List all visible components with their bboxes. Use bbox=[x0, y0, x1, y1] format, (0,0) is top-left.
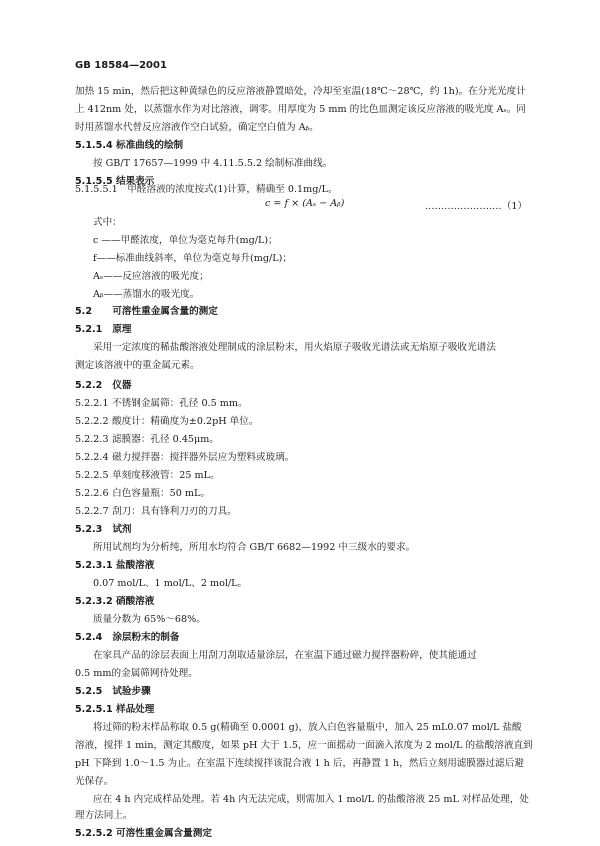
item-text: 不锈钢金属筛：孔径 0.5 mm。 bbox=[112, 398, 248, 409]
section-title: 仪器 bbox=[112, 380, 132, 391]
item-text: 刮刀：具有锋利刀刃的刀具。 bbox=[112, 506, 237, 517]
standard-header: GB 18584—2001 bbox=[75, 60, 167, 71]
item-line bbox=[75, 469, 220, 482]
section-number: 5.1.5.5 bbox=[75, 176, 113, 187]
item-text: 白色容量瓶：50 mL。 bbox=[112, 488, 210, 499]
section-heading bbox=[75, 827, 212, 840]
section-title: 硝酸溶液 bbox=[115, 596, 155, 607]
text-line: 质量分数为 65%～68%。 bbox=[93, 614, 206, 625]
item-number: 5.2.2.1 bbox=[75, 398, 109, 409]
text-line: 式中： bbox=[93, 217, 122, 228]
section-number: 5.2.5 bbox=[75, 686, 103, 697]
text-line: 时用蒸馏水代替反应溶液作空白试验，确定空白值为 Aᵦ。 bbox=[75, 122, 319, 133]
item-number: 5.2.2.3 bbox=[75, 434, 109, 445]
item-line bbox=[75, 433, 219, 446]
item-line bbox=[75, 487, 210, 500]
section-number: 5.2.1 bbox=[75, 324, 103, 335]
section-heading bbox=[75, 631, 180, 644]
section-heading bbox=[75, 139, 183, 152]
section-title: 试剂 bbox=[112, 524, 132, 535]
section-number: 5.2.4 bbox=[75, 632, 103, 643]
section-title: 涂层粉末的制备 bbox=[112, 632, 180, 643]
formula: c = f × (Aₛ − Aᵦ) bbox=[265, 198, 345, 209]
text-line: 加热 15 min，然后把这种黄绿色的反应溶液静置暗处，冷却至室温(18℃～28℃，约 1h)。在分光光度计 bbox=[75, 86, 526, 97]
section-heading bbox=[75, 685, 151, 698]
section-number: 5.2.3.1 bbox=[75, 560, 113, 571]
section-heading bbox=[75, 523, 132, 536]
item-text: 磁力搅拌器：搅拌器外层应为塑料或玻璃。 bbox=[112, 452, 295, 463]
text-line: 上 412nm 处，以蒸馏水作为对比溶液，调零。用厚度为 5 mm 的比色皿测定该反应溶液的吸光度 Aₛ。同 bbox=[75, 104, 526, 115]
section-heading bbox=[75, 379, 132, 392]
item-line bbox=[75, 505, 237, 518]
section-title: 标准曲线的绘制 bbox=[115, 140, 184, 151]
section-title: 可溶性重金属含量测定 bbox=[115, 828, 212, 839]
section-title: 原理 bbox=[112, 324, 132, 335]
section-number: 5.2.3 bbox=[75, 524, 103, 535]
section-title: 样品处理 bbox=[115, 704, 155, 715]
text-line: 光保存。 bbox=[75, 776, 114, 787]
item-number: 5.2.2.2 bbox=[75, 416, 109, 427]
section-number: 5.2 bbox=[75, 306, 92, 317]
section-title: 盐酸溶液 bbox=[115, 560, 155, 571]
text-line: 5.1.5.5.1 甲醛溶液的浓度按式(1)计算，精确至 0.1mg/L。 bbox=[75, 184, 338, 195]
section-heading bbox=[75, 323, 132, 336]
definition-line: Aᵦ——蒸馏水的吸光度。 bbox=[93, 289, 200, 300]
text-line: 所用试剂均为分析纯，所用水均符合 GB/T 6682—1992 中三级水的要求。 bbox=[93, 542, 416, 553]
text-line: 采用一定浓度的稀盐酸溶液处理制成的涂层粉末，用火焰原子吸收光谱法或无焰原子吸收光谱法 bbox=[93, 342, 496, 353]
text-line: 0.07 mol/L、1 mol/L、2 mol/L。 bbox=[93, 578, 248, 589]
text-line: 理方法同上。 bbox=[75, 810, 133, 821]
text-line: pH 下降到 1.0～1.5 为止。在室温下连续搅拌该混合液 1 h 后，再静置 1 h，然后立刻用滤膜器过滤后避 bbox=[75, 758, 524, 769]
text-line: 在家具产品的涂层表面上用刮刀刮取适量涂层，在室温下通过磁力搅拌器粉碎，使其能通过 bbox=[93, 650, 477, 661]
item-number: 5.2.2.4 bbox=[75, 452, 109, 463]
text-line: 应在 4 h 内完成样品处理。若 4h 内无法完成，则需加入 1 mol/L 的盐酸溶液 25 mL 对样品处理，处 bbox=[93, 794, 530, 805]
text-line: 溶液，搅拌 1 min，测定其酸度，如果 pH 大于 1.5，应一面摇动一面滴入浓度为 2 mol/L 的盐酸溶液直到 bbox=[75, 740, 533, 751]
section-number: 5.2.2 bbox=[75, 380, 103, 391]
section-number: 5.1.5.4 bbox=[75, 140, 113, 151]
item-number: 5.2.2.5 bbox=[75, 470, 109, 481]
item-number: 5.2.2.6 bbox=[75, 488, 109, 499]
section-number: 5.2.5.2 bbox=[75, 828, 113, 839]
section-title: 可溶性重金属含量的测定 bbox=[112, 306, 218, 317]
section-number: 5.2.3.2 bbox=[75, 596, 113, 607]
definition-line: f——标准曲线斜率，单位为毫克每升(mg/L)； bbox=[93, 253, 292, 264]
text-line: 0.5 mm的金属筛网待处理。 bbox=[75, 668, 198, 679]
section-heading bbox=[75, 703, 154, 716]
item-text: 酸度计：精确度为±0.2pH 单位。 bbox=[112, 416, 259, 427]
text-line: 将过筛的粉末样品称取 0.5 g(精确至 0.0001 g)，放入白色容量瓶中，加入 25 mL0.07 mol/L 盐酸 bbox=[93, 722, 522, 733]
section-heading bbox=[75, 305, 218, 318]
section-heading bbox=[75, 595, 154, 608]
definition-line: c ——甲醛浓度，单位为毫克每升(mg/L)； bbox=[93, 235, 278, 246]
item-text: 单刻度移液管：25 mL。 bbox=[112, 470, 220, 481]
definition-line: Aₛ——反应溶液的吸光度； bbox=[93, 271, 209, 282]
section-title: 试验步骤 bbox=[112, 686, 151, 697]
section-number: 5.2.5.1 bbox=[75, 704, 113, 715]
item-line bbox=[75, 451, 294, 464]
item-text: 滤膜器：孔径 0.45μm。 bbox=[112, 434, 219, 445]
equation-number: ……………………（1） bbox=[425, 201, 528, 212]
item-line bbox=[75, 415, 258, 428]
text-line: 按 GB/T 17657—1999 中 4.11.5.5.2 绘制标准曲线。 bbox=[93, 158, 333, 169]
item-line bbox=[75, 397, 248, 410]
section-title: 结果表示 bbox=[115, 176, 155, 187]
section-heading bbox=[75, 559, 154, 572]
item-number: 5.2.2.7 bbox=[75, 506, 109, 517]
text-line: 测定该溶液中的重金属元素。 bbox=[75, 360, 200, 371]
